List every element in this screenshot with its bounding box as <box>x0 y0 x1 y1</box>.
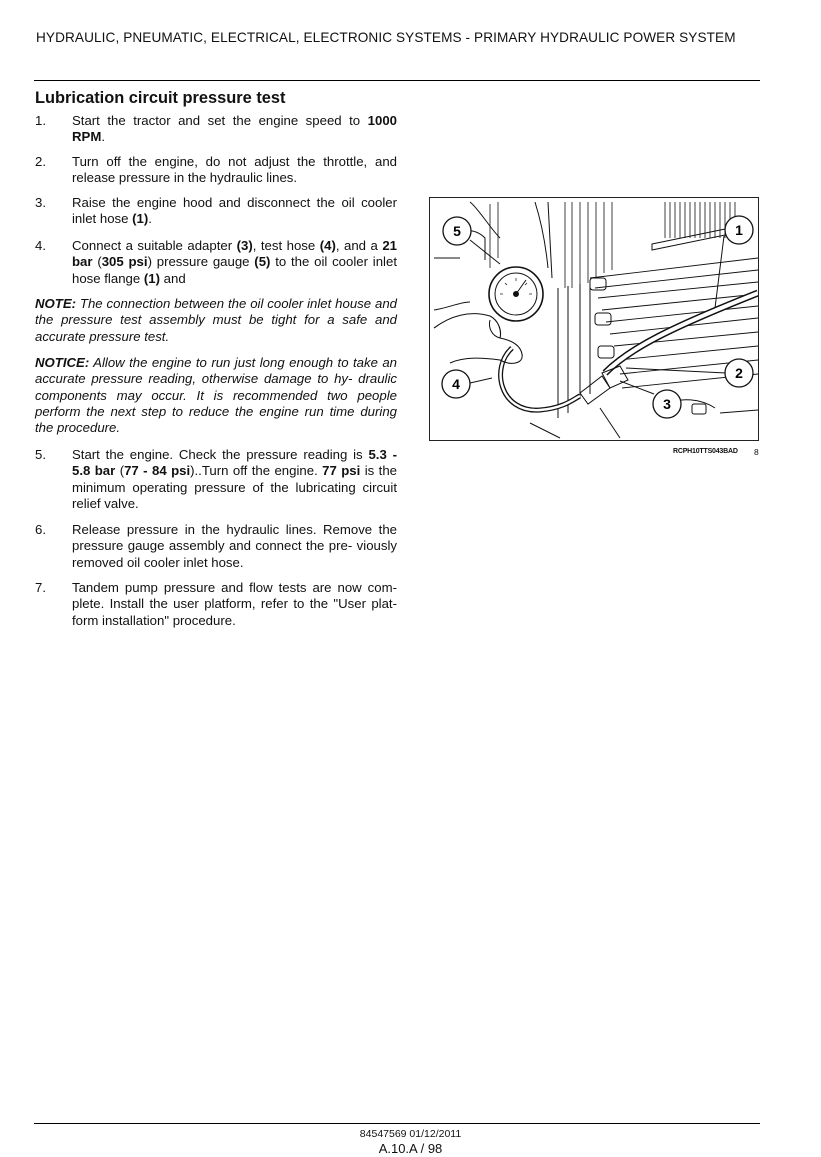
step-number: 7. <box>35 580 46 595</box>
footer-document-code: 84547569 01/12/2011 <box>359 1128 462 1140</box>
callout-4 <box>442 370 470 398</box>
callout-1 <box>725 216 753 244</box>
technical-illustration <box>430 198 759 441</box>
pressure-test-figure <box>429 197 759 441</box>
callout-1-label: 1 <box>735 222 743 238</box>
step-text: Tandem pump pressure and flow tests are now com- plete. Install the user platform, refer to the "User plat- form installation" procedure. <box>72 580 397 628</box>
callout-2-label: 2 <box>735 365 743 381</box>
callout-4-label: 4 <box>452 376 460 392</box>
step-number: 3. <box>35 195 46 210</box>
header-divider <box>34 80 760 81</box>
step-number: 2. <box>35 154 46 169</box>
note-paragraph: NOTE: The connection between the oil cooler inlet house and the pressure test assembly must be tight for a safe and accurate pressure test. <box>35 296 397 344</box>
step-text: Turn off the engine, do not adjust the throttle, and release pressure in the hydraulic lines. <box>72 154 397 186</box>
figure-number: 8 <box>754 447 759 457</box>
step-text: Connect a suitable adapter (3), test hose (4), and a 21 bar (305 psi) pressure gauge (5) to the oil cooler inlet hose flange (1) and <box>72 238 398 286</box>
notice-label: NOTICE: <box>35 355 90 370</box>
running-header: HYDRAULIC, PNEUMATIC, ELECTRICAL, ELECTRONIC SYSTEMS - PRIMARY HYDRAULIC POWER SYSTEM <box>36 30 736 45</box>
callout-3 <box>653 390 681 418</box>
step-number: 6. <box>35 522 46 537</box>
step-text: Start the tractor and set the engine speed to 1000 RPM. <box>72 113 397 145</box>
step-number: 1. <box>35 113 46 128</box>
step-text: Release pressure in the hydraulic lines. Remove the pressure gauge assembly and connect the pre- viously removed oil cooler inlet hose. <box>72 522 397 570</box>
step-text: Raise the engine hood and disconnect the oil cooler inlet hose (1). <box>72 195 397 227</box>
callout-5 <box>443 217 471 245</box>
section-title: Lubrication circuit pressure test <box>35 89 286 107</box>
figure-caption-code: RCPH10TTS043BAD <box>673 448 738 455</box>
footer-page-number: A.10.A / 98 <box>378 1141 443 1156</box>
note-label: NOTE: <box>35 296 77 311</box>
callout-3-label: 3 <box>663 396 671 412</box>
callout-2 <box>725 359 753 387</box>
notice-paragraph: NOTICE: Allow the engine to run just long enough to take an accurate pressure reading, otherwise damage to hy- draulic components may occur. It is recommended two people perform the next step to reduce the engine run time during the procedure. <box>35 355 397 436</box>
step-text: Start the engine. Check the pressure reading is 5.3 - 5.8 bar (77 - 84 psi)..Turn off the engine. 77 psi is the minimum operating pressure of the lubricating circuit relief valve. <box>72 447 398 511</box>
footer-divider <box>34 1123 760 1124</box>
step-number: 4. <box>35 238 46 253</box>
step-number: 5. <box>35 447 46 462</box>
callout-5-label: 5 <box>453 223 461 239</box>
